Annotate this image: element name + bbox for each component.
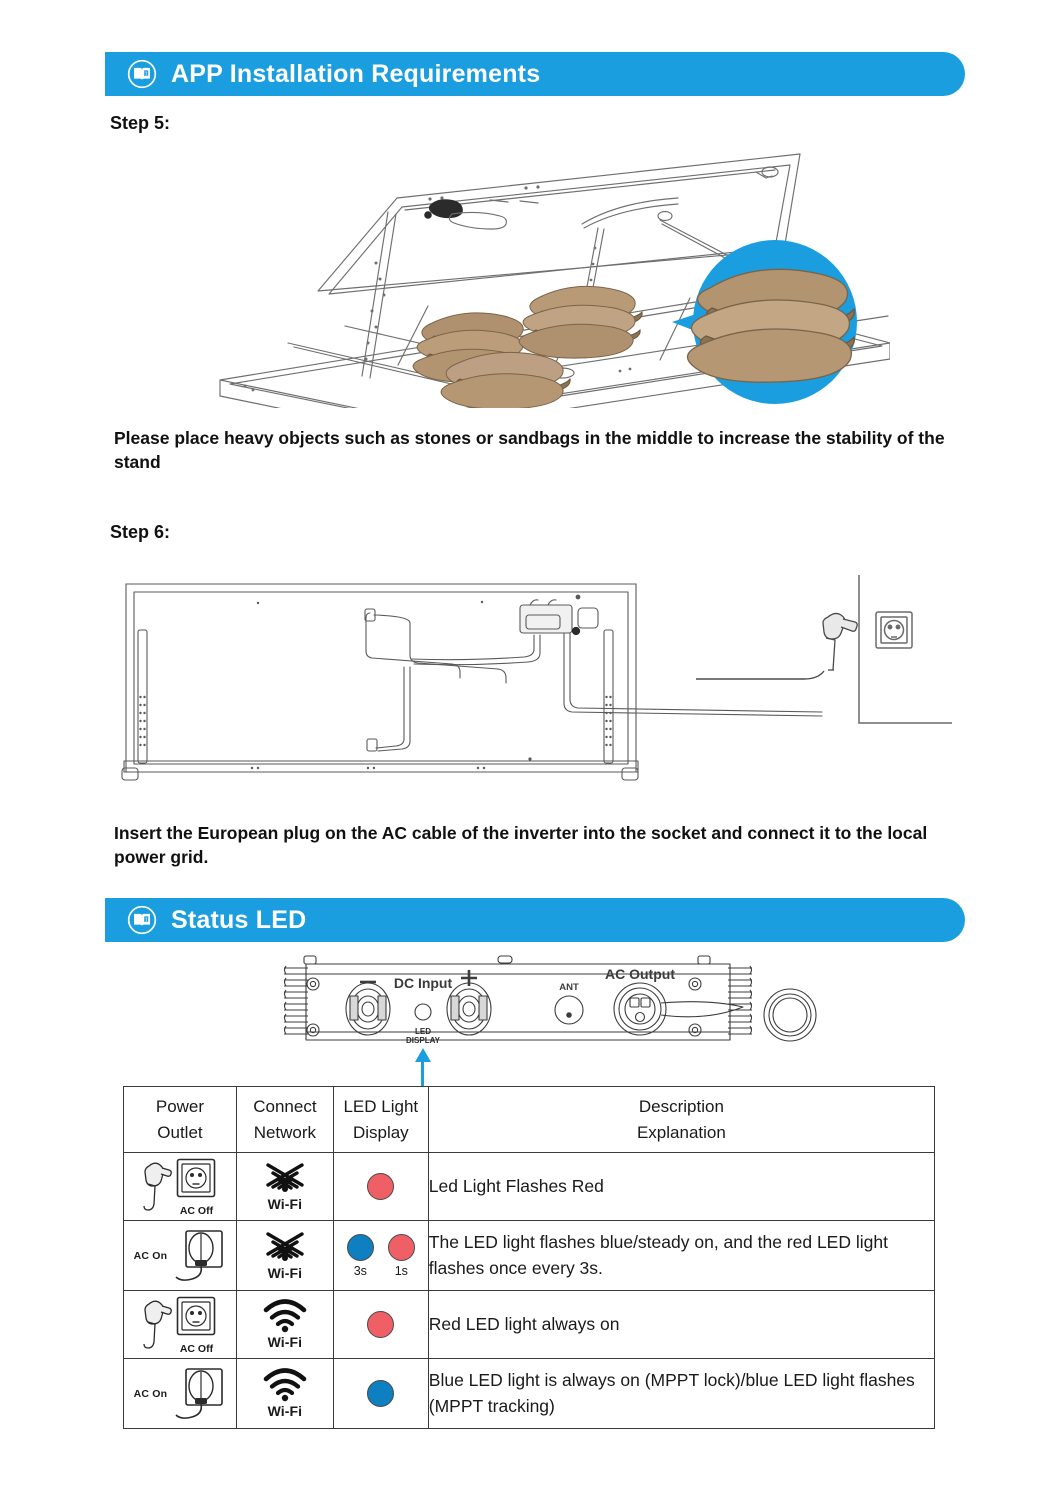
status-led-table (123, 1086, 935, 1429)
led-display-arrow-icon (415, 1048, 431, 1062)
plug-unplugged-icon (142, 1297, 172, 1353)
table-row (124, 1221, 935, 1291)
section-title: APP Installation Requirements (171, 59, 541, 88)
header-line2: Display (352, 1122, 409, 1142)
cell-connect-network (236, 1221, 333, 1291)
led-display-arrow-stem (421, 1062, 424, 1088)
cell-power-outlet (124, 1221, 237, 1291)
header-line2: Explanation (636, 1122, 726, 1142)
step-6-label: Step 6: (110, 522, 171, 542)
wifi-label: Wi-Fi (267, 1265, 303, 1281)
table-row (124, 1153, 935, 1221)
wifi-crossed-icon (262, 1230, 308, 1264)
header-line1: Power (155, 1097, 205, 1116)
wifi-crossed-icon (262, 1161, 308, 1195)
header-line2: Outlet (157, 1122, 203, 1142)
header-description-explanation (428, 1087, 934, 1153)
table-row (124, 1291, 935, 1359)
cell-led-display (333, 1359, 428, 1429)
table-row (124, 1359, 935, 1429)
wall-socket-icon (175, 1295, 217, 1337)
section-header-app-installation (105, 52, 965, 96)
header-line2: Network (253, 1122, 317, 1142)
header-line1: Description (638, 1097, 724, 1116)
book-icon (127, 905, 157, 935)
wifi-label: Wi-Fi (267, 1196, 303, 1212)
cell-description: The LED light flashes blue/steady on, and the red LED light flashes once every 3s. (428, 1221, 934, 1291)
svg-text:1: 1 (144, 71, 148, 78)
wifi-on-icon (262, 1368, 308, 1402)
ac-state-label: AC Off (179, 1204, 214, 1217)
table-header-row (124, 1087, 935, 1153)
led-display-label-line2: DISPLAY (406, 1036, 440, 1045)
header-power-outlet (124, 1087, 237, 1153)
cell-connect-network (236, 1359, 333, 1429)
header-connect-network (236, 1087, 333, 1153)
led-dot-red (367, 1311, 394, 1338)
cell-power-outlet (124, 1359, 237, 1429)
led-dot-red-label: 1s (394, 1263, 408, 1278)
plug-unplugged-icon (142, 1159, 172, 1215)
inverter-front-panel-diagram (282, 952, 822, 1072)
ac-output-label: AC Output (605, 966, 675, 982)
cell-description: Led Light Flashes Red (428, 1153, 934, 1221)
ant-label: ANT (559, 982, 579, 993)
cell-power-outlet (124, 1291, 237, 1359)
step-6-caption: Insert the European plug on the AC cable of the inverter into the socket and connect it to the local power grid. (114, 823, 928, 868)
panel-rear-cable-routing-to-wall-socket-diagram (112, 575, 952, 790)
wifi-on-icon (262, 1299, 308, 1333)
plug-inserted-icon (170, 1365, 226, 1423)
ac-state-label: AC Off (179, 1342, 214, 1355)
header-line1: Connect (253, 1097, 317, 1116)
wall-socket-icon (175, 1157, 217, 1199)
section-title: Status LED (171, 905, 307, 934)
step-5-label: Step 5: (110, 113, 171, 133)
ac-state-label: AC On (133, 1249, 168, 1262)
cell-power-outlet (124, 1153, 237, 1221)
header-led-light-display (333, 1087, 428, 1153)
step-5-caption: Please place heavy objects such as stones or sandbags in the middle to increase the stability of the stand (114, 428, 945, 473)
book-icon (127, 59, 157, 89)
plug-inserted-icon (170, 1227, 226, 1285)
header-line1: LED Light (343, 1097, 419, 1116)
led-dot-blue (347, 1234, 374, 1261)
sandbag-group (413, 286, 642, 408)
sandbag-stack-closeup-circle (672, 240, 872, 410)
wifi-label: Wi-Fi (267, 1334, 303, 1350)
section-header-status-led (105, 898, 965, 942)
cell-connect-network (236, 1153, 333, 1221)
cell-led-display (333, 1153, 428, 1221)
dc-input-label: DC Input (393, 975, 453, 991)
cell-led-display (333, 1291, 428, 1359)
cell-led-display (333, 1221, 428, 1291)
cell-description: Red LED light always on (428, 1291, 934, 1359)
led-dot-red (367, 1173, 394, 1200)
svg-text:1: 1 (144, 917, 148, 924)
led-display-label-line1: LED (415, 1027, 431, 1036)
led-dot-blue-label: 3s (353, 1263, 367, 1278)
wifi-label: Wi-Fi (267, 1403, 303, 1419)
cell-description: Blue LED light is always on (MPPT lock)/blue LED light flashes (MPPT tracking) (428, 1359, 934, 1429)
cell-connect-network (236, 1291, 333, 1359)
ac-state-label: AC On (133, 1387, 168, 1400)
led-dot-red (388, 1234, 415, 1261)
led-dot-blue (367, 1380, 394, 1407)
